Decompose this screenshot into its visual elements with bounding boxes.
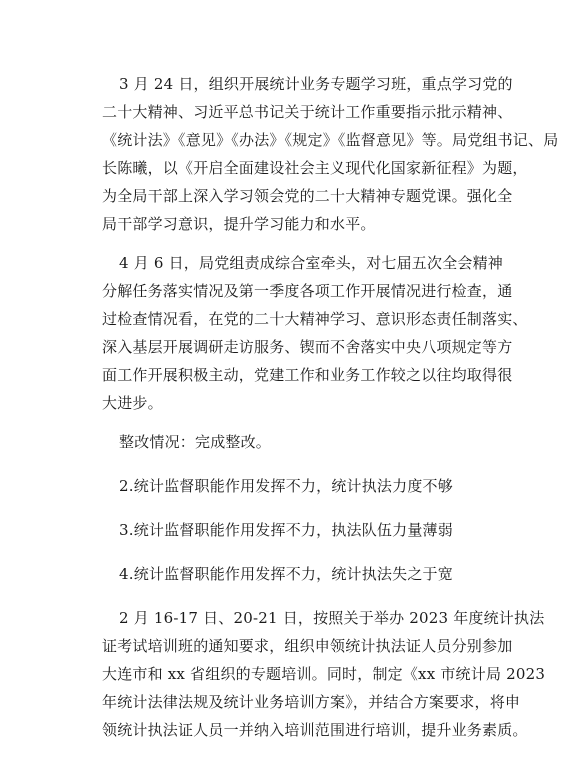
text-line: 《统计法》《意见》《办法》《规定》《监督意见》等。局党组书记、局: [102, 131, 559, 149]
text-line: 长陈曦，以《开启全面建设社会主义现代化国家新征程》为题，: [102, 159, 528, 177]
paragraph-law-enforcement-training: [102, 604, 546, 744]
text-line: 分解任务落实情况及第一季度各项工作开展情况进行检查，通: [102, 282, 513, 300]
text-line: 局干部学习意识，提升学习能力和水平。: [102, 215, 376, 233]
text-line: 面工作开展积极主动，党建工作和业务工作较之以往均取得很: [102, 366, 513, 384]
text-line: 大进步。: [102, 394, 163, 412]
text-line: 深入基层开展调研走访服务、锲而不舍落实中央八项规定等方: [102, 338, 513, 356]
text-line: 2.统计监督职能作用发挥不力，统计执法力度不够: [119, 477, 453, 495]
text-line: 过检查情况看，在党的二十大精神学习、意识形态责任制落实、: [102, 310, 528, 328]
paragraph-rectification-status: [102, 428, 510, 456]
paragraph-issue-3: [102, 516, 510, 544]
text-line: 领统计执法证人员一并纳入培训范围进行培训，提升业务素质。: [102, 721, 528, 739]
text-line: 为全局干部上深入学习领会党的二十大精神专题党课。强化全: [102, 187, 513, 205]
text-line: 大连市和 xx 省组织的专题培训。同时，制定《xx 市统计局 2023: [102, 665, 546, 683]
paragraph-issue-4: [102, 560, 510, 588]
paragraph-issue-2: [102, 472, 510, 500]
text-line: 4 月 6 日，局党组责成综合室牵头，对七届五次全会精神: [119, 254, 503, 272]
text-line: 二十大精神、习近平总书记关于统计工作重要指示批示精神、: [102, 103, 513, 121]
text-line: 整改情况：完成整改。: [119, 433, 272, 451]
text-line: 3 月 24 日，组织开展统计业务专题学习班，重点学习党的: [119, 75, 513, 93]
text-line: 年统计法律法规及统计业务培训方案》，并结合方案要求，将申: [102, 693, 521, 711]
document-body: [102, 70, 559, 755]
text-line: 3.统计监督职能作用发挥不力，执法队伍力量薄弱: [119, 521, 453, 539]
paragraph-inspection: [102, 249, 528, 417]
paragraph-training-class: [102, 70, 559, 238]
text-line: 4.统计监督职能作用发挥不力，统计执法失之于宽: [119, 565, 453, 583]
text-line: 证考试培训班的通知要求，组织申领统计执法证人员分别参加: [102, 637, 513, 655]
text-line: 2 月 16-17 日、20-21 日，按照关于举办 2023 年度统计执法: [119, 609, 545, 627]
